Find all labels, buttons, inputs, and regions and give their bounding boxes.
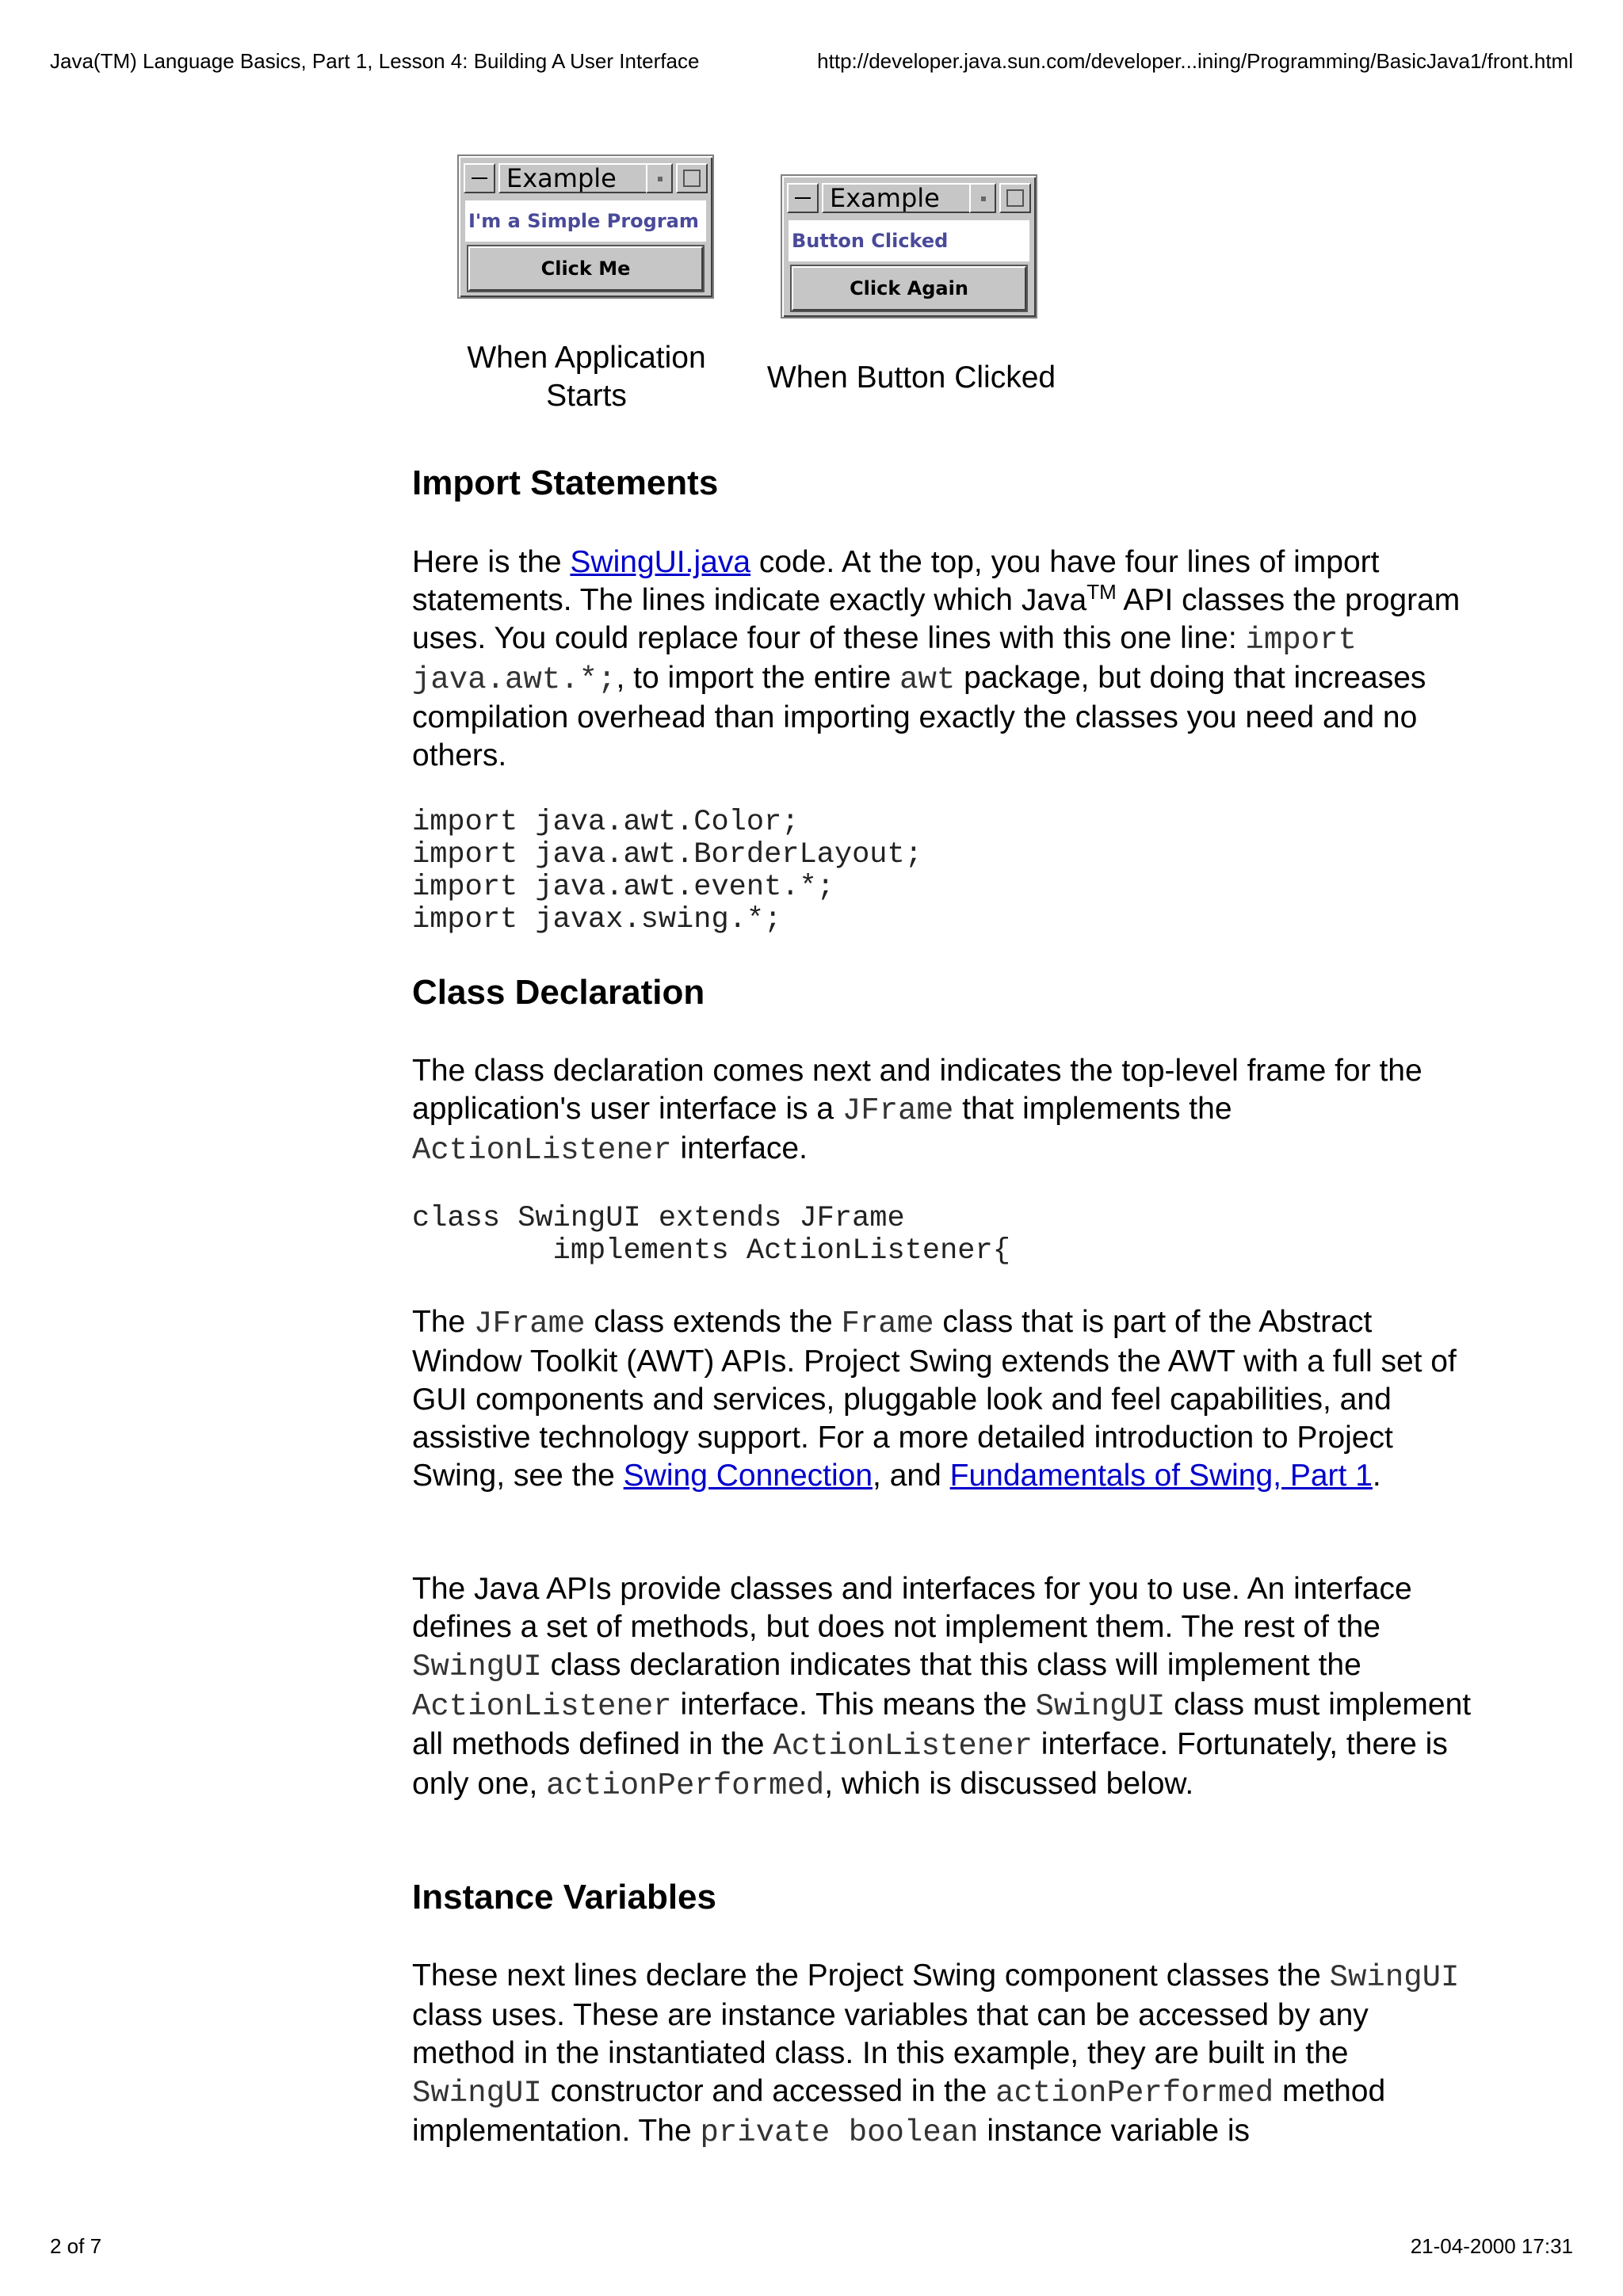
inline-code: SwingUI — [412, 1650, 542, 1684]
code-block-imports: import java.awt.Color; import java.awt.BorderLayout; import java.awt.event.*; import javax.swing.*; — [412, 806, 922, 936]
maximize-icon[interactable] — [999, 183, 1031, 213]
inline-code: private boolean — [700, 2115, 979, 2150]
trademark-sup: TM — [1086, 580, 1117, 604]
inline-code: SwingUI — [1035, 1689, 1166, 1724]
inline-code: actionPerformed — [546, 1768, 825, 1803]
inline-code: Frame — [841, 1306, 934, 1341]
print-footer-timestamp: 21-04-2000 17:31 — [1410, 2234, 1573, 2258]
click-me-button[interactable]: Click Me — [468, 246, 703, 291]
window-title: Example — [498, 163, 673, 193]
window-label: Button Clicked — [789, 220, 1029, 261]
inline-code: import java.awt.*; — [412, 623, 1357, 697]
heading-import-statements: Import Statements — [412, 463, 719, 502]
minimize-icon[interactable] — [464, 163, 495, 193]
paragraph-class-decl-3: The Java APIs provide classes and interfaces for you to use. An interface defines a set of methods, but does not implement them. The rest of the SwingUI class declaration indicates that this class will implement the ActionListener interface. This means the SwingUI class must implement all methods defined in the ActionListener interface. Fortunately, there is only one, actionPerformed, which is discussed below. — [412, 1572, 1472, 1803]
figure-caption-clicked: When Button Clicked — [766, 360, 1056, 395]
code-block-class-decl: class SwingUI extends JFrame implements ActionListener{ — [412, 1202, 1010, 1268]
print-header-title: Java(TM) Language Basics, Part 1, Lesson 4: Building A User Interface — [50, 49, 700, 73]
paragraph-class-decl-2: The JFrame class extends the Frame class that is part of the Abstract Window Toolkit (AWT) APIs. Project Swing extends the AWT with a full set of GUI components and services, pluggable look and feel capabilities, and assistive technology support. For a more detailed introduction to Project Swing, see the Swing Connection, and Fundamentals of Swing, Part 1. — [412, 1305, 1457, 1493]
heading-instance-variables: Instance Variables — [412, 1878, 716, 1917]
window-title: Example — [822, 183, 996, 213]
minimize-icon[interactable] — [787, 183, 819, 213]
paragraph-class-decl-1: The class declaration comes next and indicates the top-level frame for the application's user interface is a JFrame that implements the ActionListener interface. — [412, 1054, 1423, 1168]
inline-code: JFrame — [842, 1093, 954, 1128]
window-titlebar — [464, 161, 708, 196]
window-label: I'm a Simple Program — [465, 200, 706, 242]
heading-class-declaration: Class Declaration — [412, 973, 705, 1012]
inline-code: JFrame — [474, 1306, 586, 1341]
print-header-url: http://developer.java.sun.com/developer...ining/Programming/BasicJava1/front.html — [817, 49, 1573, 73]
menu-dot-icon[interactable] — [969, 183, 996, 213]
swingui-java-link[interactable]: SwingUI.java — [570, 545, 751, 579]
window-titlebar — [787, 181, 1031, 215]
inline-code: ActionListener — [412, 1689, 672, 1724]
paragraph-imports: Here is the SwingUI.java code. At the top, you have four lines of import statements. The lines indicate exactly which Java™ API classes the program uses. You could replace four of these lines with this one line: import java.awt.*;, to import the entire awt package, but doing that increases compilation overhead than importing exactly the classes you need and no others. — [412, 545, 1461, 772]
example-window-clicked — [781, 174, 1037, 318]
print-footer-page: 2 of 7 — [50, 2234, 102, 2258]
maximize-icon[interactable] — [676, 163, 708, 193]
inline-code: actionPerformed — [995, 2076, 1274, 2111]
inline-code: ActionListener — [773, 1729, 1033, 1764]
inline-code: SwingUI — [412, 2076, 542, 2111]
swing-connection-link[interactable]: Swing Connection — [623, 1459, 873, 1493]
inline-code: awt — [899, 662, 956, 697]
example-window-start — [457, 154, 714, 299]
inline-code: ActionListener — [412, 1133, 672, 1168]
figure-caption-start: When Application Starts — [467, 341, 706, 413]
fundamentals-of-swing-link[interactable]: Fundamentals of Swing, Part 1 — [949, 1459, 1373, 1493]
inline-code: SwingUI — [1329, 1960, 1460, 1995]
click-again-button[interactable]: Click Again — [792, 266, 1026, 311]
menu-dot-icon[interactable] — [646, 163, 673, 193]
paragraph-instance-vars: These next lines declare the Project Swing component classes the SwingUI class uses. These are instance variables that can be accessed by any method in the instantiated class. In this example, they are built in the SwingUI constructor and accessed in the actionPerformed method implementation. The private boolean instance variable is — [412, 1958, 1460, 2150]
